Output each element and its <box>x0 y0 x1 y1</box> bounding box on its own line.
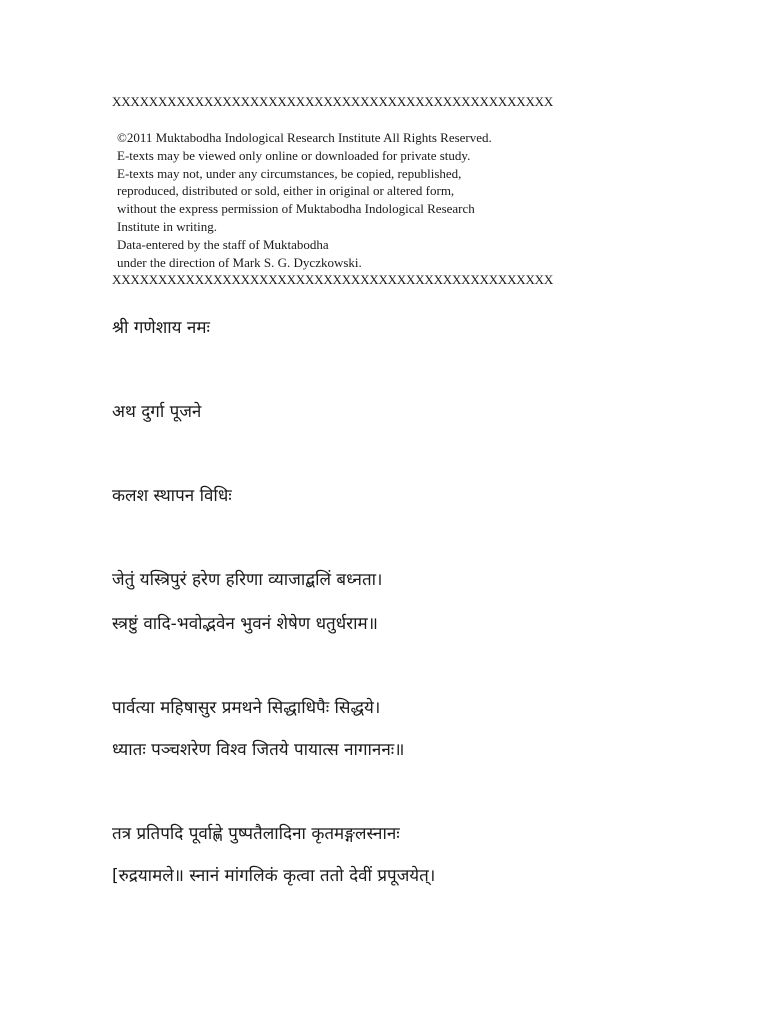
separator-top: XXXXXXXXXXXXXXXXXXXXXXXXXXXXXXXXXXXXXXXXXXXXXXXX <box>112 94 554 109</box>
copyright-line: under the direction of Mark S. G. Dyczkowski. <box>117 254 362 270</box>
verse-line: [रुद्रयामले॥ स्नानं मांगलिकं कृत्वा ततो देवीं प्रपूजयेत्। <box>112 866 436 886</box>
text-title: अथ दुर्गा पूजने <box>112 402 202 422</box>
verse-line: पार्वत्या महिषासुर प्रमथने सिद्धाधिपैः सिद्धये। <box>112 698 381 718</box>
verse-line: ध्यातः पञ्चशरेण विश्व जितये पायात्स नागाननः॥ <box>112 740 405 760</box>
copyright-line: reproduced, distributed or sold, either in original or altered form, <box>117 183 455 199</box>
copyright-line: ©2011 Muktabodha Indological Research Institute All Rights Reserved. <box>117 130 492 145</box>
copyright-line: Institute in writing. <box>117 218 218 234</box>
copyright-line: without the express permission of Muktabodha Indological Research <box>117 201 475 217</box>
section-heading: कलश स्थापन विधिः <box>112 486 232 506</box>
copyright-line: E-texts may be viewed only online or downloaded for private study. <box>117 147 471 163</box>
copyright-line: E-texts may not, under any circumstances, be copied, republished, <box>117 165 462 181</box>
separator-bottom: XXXXXXXXXXXXXXXXXXXXXXXXXXXXXXXXXXXXXXXXXXXXXXXX <box>112 272 554 287</box>
verse-line: जेतुं यस्त्रिपुरं हरेण हरिणा व्याजाद्बलिं बध्नता। <box>112 570 383 590</box>
invocation-line: श्री गणेशाय नमः <box>112 318 210 338</box>
copyright-notice <box>117 129 492 271</box>
verse-line: स्त्रष्टुं वादि-भवोद्भवेन भुवनं शेषेण धतुर्धराम॥ <box>112 614 378 634</box>
verse-line: तत्र प्रतिपदि पूर्वाह्णे पुष्पतैलादिना कृतमङ्गलस्नानः <box>112 824 400 844</box>
copyright-line: Data-entered by the staff of Muktabodha <box>117 236 329 252</box>
